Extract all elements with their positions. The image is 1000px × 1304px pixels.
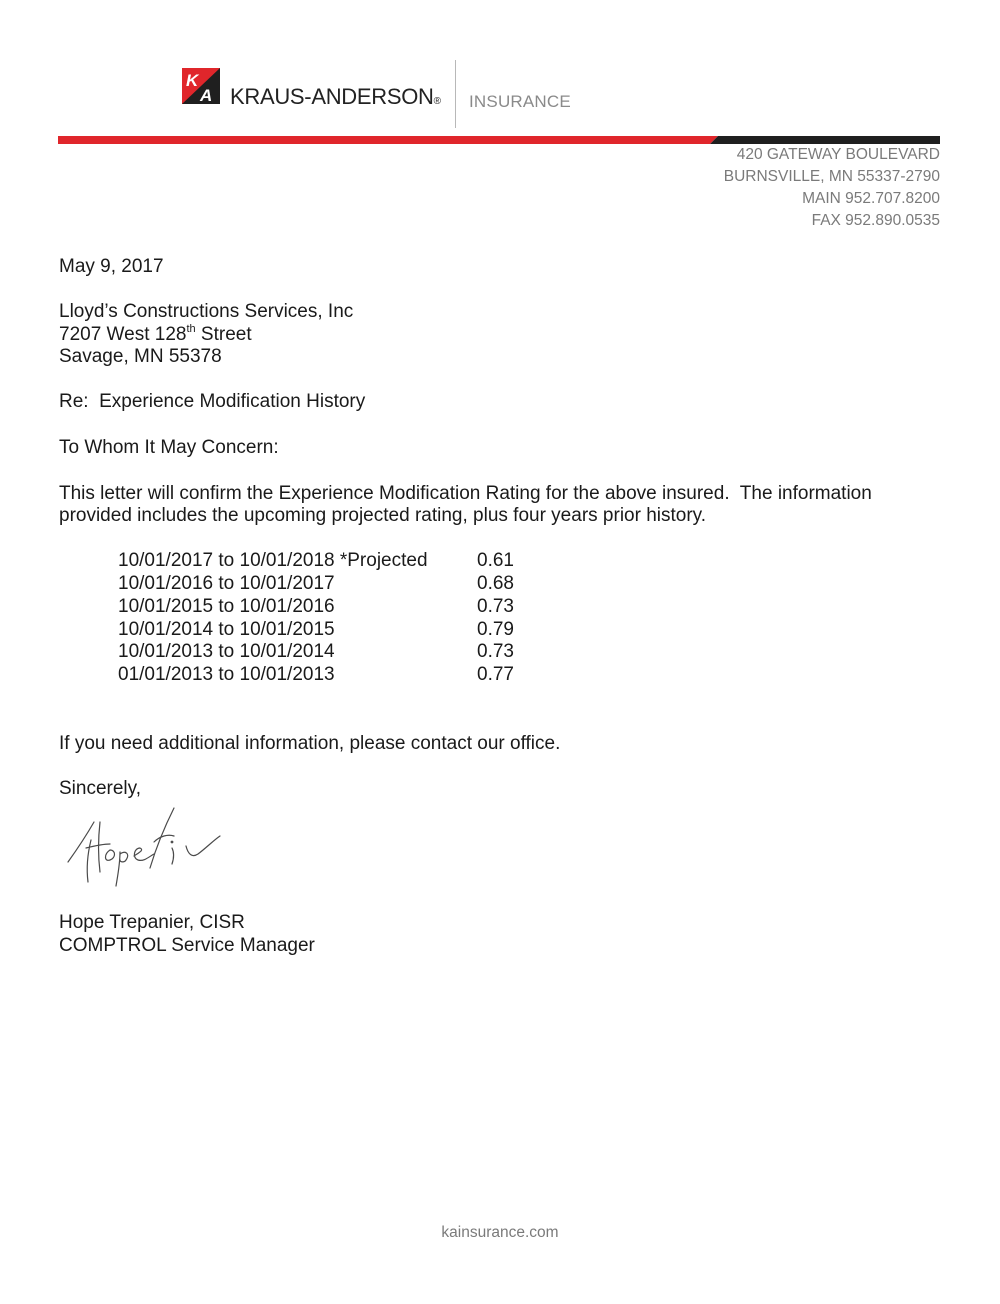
signature-image: [64, 800, 228, 892]
letter-date: May 9, 2017: [59, 256, 164, 277]
history-period: 10/01/2015 to 10/01/2016: [118, 596, 335, 617]
body-paragraph-line-2: provided includes the upcoming projected rating, plus four years prior history.: [59, 505, 707, 526]
svg-text:A: A: [200, 86, 213, 105]
subject-line: Re: Experience Modification History: [59, 391, 366, 412]
history-rating: 0.61: [477, 550, 514, 571]
history-row: [118, 664, 514, 687]
history-period: 10/01/2016 to 10/01/2017: [118, 573, 335, 594]
history-row: [118, 619, 514, 642]
brand-name: [230, 84, 441, 110]
address-main-phone: MAIN 952.707.8200: [802, 190, 940, 207]
history-row: [118, 550, 514, 573]
history-period: 10/01/2017 to 10/01/2018 *Projected: [118, 550, 428, 571]
history-rating: 0.73: [477, 596, 514, 617]
history-row: [118, 573, 514, 596]
header-rule: [58, 131, 940, 139]
history-period: 01/01/2013 to 10/01/2013: [118, 664, 335, 685]
history-rating: 0.73: [477, 641, 514, 662]
recipient-street: [59, 324, 252, 347]
history-rating: 0.77: [477, 664, 514, 685]
address-fax: FAX 952.890.0535: [811, 212, 940, 229]
svg-text:K: K: [186, 71, 199, 90]
history-row: [118, 596, 514, 619]
history-period: 10/01/2013 to 10/01/2014: [118, 641, 335, 662]
recipient-street-name: Street: [195, 324, 252, 345]
recipient-street-number: 7207 West 128: [59, 324, 187, 345]
body-paragraph-line-1: This letter will confirm the Experience Modification Rating for the above insured. The information: [59, 483, 872, 504]
recipient-street-ordinal: th: [186, 323, 196, 335]
brand-name-text: KRAUS-ANDERSON: [230, 84, 434, 109]
history-period: 10/01/2014 to 10/01/2015: [118, 619, 335, 640]
signer-title: COMPTROL Service Manager: [59, 935, 315, 956]
closing: Sincerely,: [59, 778, 142, 799]
division-name: INSURANCE: [469, 92, 571, 111]
header-divider: [455, 60, 456, 128]
registered-mark: ®: [433, 96, 441, 107]
recipient-name: Lloyd’s Constructions Services, Inc: [59, 301, 354, 322]
kraus-anderson-logo-icon: [180, 66, 222, 106]
history-rating: 0.79: [477, 619, 514, 640]
footer-website: kainsurance.com: [441, 1224, 559, 1241]
address-street: 420 GATEWAY BOULEVARD: [736, 146, 940, 163]
history-rating: 0.68: [477, 573, 514, 594]
signer-name: Hope Trepanier, CISR: [59, 912, 245, 933]
address-city: BURNSVILLE, MN 55337-2790: [723, 168, 940, 185]
recipient-city: Savage, MN 55378: [59, 346, 222, 367]
salutation: To Whom It May Concern:: [59, 437, 279, 458]
history-row: [118, 641, 514, 664]
closing-note: If you need additional information, please contact our office.: [59, 733, 561, 754]
